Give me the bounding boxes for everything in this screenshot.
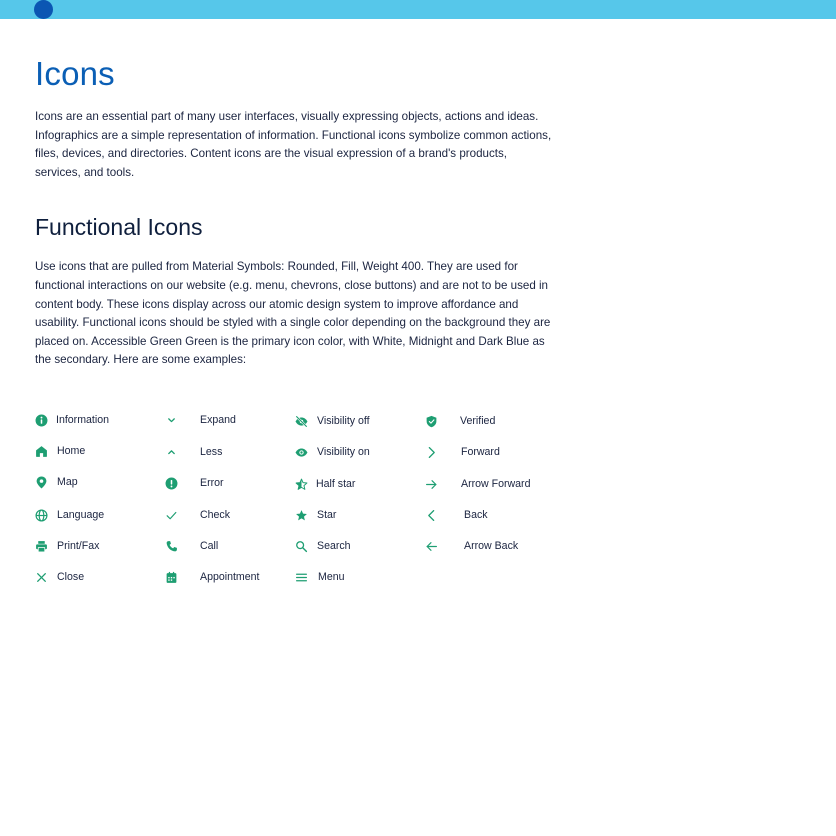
top-accent-dot bbox=[34, 0, 53, 19]
check-icon bbox=[165, 509, 178, 522]
icon-label: Forward bbox=[461, 446, 500, 458]
print-icon bbox=[35, 540, 48, 553]
icon-item-menu bbox=[295, 567, 345, 587]
icon-label: Verified bbox=[460, 415, 496, 427]
globe-icon bbox=[35, 509, 48, 522]
icon-item-arrow-forward bbox=[425, 474, 530, 494]
icon-label: Check bbox=[200, 509, 231, 521]
icon-label: Information bbox=[56, 414, 109, 426]
icon-item-forward bbox=[425, 442, 500, 462]
icon-label: Language bbox=[57, 509, 105, 521]
icon-item-visibility-on bbox=[295, 442, 370, 462]
icon-label: Visibility on bbox=[317, 446, 370, 458]
functional-icon-grid bbox=[35, 410, 555, 590]
icon-label: Appointment bbox=[200, 571, 260, 583]
calendar-icon bbox=[165, 571, 178, 584]
visibility-on-icon bbox=[295, 446, 308, 459]
icon-item-home bbox=[35, 441, 85, 461]
icon-item-back bbox=[425, 505, 488, 525]
icon-label: Close bbox=[57, 571, 85, 583]
icon-item-appointment bbox=[165, 567, 259, 587]
top-accent-bar bbox=[0, 0, 836, 19]
phone-icon bbox=[165, 540, 178, 553]
icon-label: Half star bbox=[316, 478, 356, 490]
icon-item-visibility-off bbox=[295, 411, 370, 431]
icon-label: Expand bbox=[200, 414, 236, 426]
icon-label: Home bbox=[57, 445, 86, 457]
menu-icon bbox=[295, 571, 308, 584]
section-title-functional-icons: Functional Icons bbox=[35, 214, 203, 241]
icon-item-verified bbox=[425, 411, 495, 431]
half-star-icon bbox=[295, 478, 308, 491]
icon-item-language bbox=[35, 505, 104, 525]
icon-item-map bbox=[35, 472, 78, 492]
icon-label: Star bbox=[317, 509, 337, 521]
functional-icons-description: Use icons that are pulled from Material Symbols: Rounded, Fill, Weight 400. They are used for functional interactions on our website (e.g. menu, chevrons, close buttons) and are not to be used in content body. These icons display across our atomic design system to improve affordance and usability. Functional icons should be styled with a single color depending on the background they are placed on. Accessible Green Green is the primary icon color, with White, Midnight and Dark Blue as the secondary. Here are some examples: bbox=[35, 260, 551, 367]
icon-item-star bbox=[295, 505, 336, 525]
icon-label: Error bbox=[200, 477, 224, 489]
home-icon bbox=[35, 445, 48, 458]
icon-item-arrow-back bbox=[425, 536, 518, 556]
icon-item-search bbox=[295, 536, 351, 556]
icon-item-close bbox=[35, 567, 84, 587]
chevron-right-icon bbox=[425, 446, 438, 459]
icon-label: Arrow Back bbox=[464, 540, 519, 552]
icon-label: Back bbox=[464, 509, 488, 521]
icon-label: Search bbox=[317, 540, 351, 552]
icon-label: Less bbox=[200, 446, 223, 458]
map-pin-icon bbox=[35, 476, 48, 489]
verified-shield-icon bbox=[425, 415, 438, 428]
intro-paragraph: Icons are an essential part of many user interfaces, visually expressing objects, actions and ideas. Infographics are a simple representation of information. Functional icons symbolize common actions, files, devices, and directories. Content icons are the visual expression of a brand's products, services, and tools. bbox=[35, 110, 552, 179]
close-icon bbox=[35, 571, 48, 584]
chevron-left-icon bbox=[425, 509, 438, 522]
arrow-back-icon bbox=[425, 540, 438, 553]
search-icon bbox=[295, 540, 308, 553]
chevron-down-icon bbox=[165, 414, 178, 427]
icon-label: Visibility off bbox=[317, 415, 370, 427]
icon-item-check bbox=[165, 505, 230, 525]
icon-label: Map bbox=[57, 476, 78, 488]
icon-label: Print/Fax bbox=[57, 540, 100, 552]
icon-item-less bbox=[165, 442, 222, 462]
page-title: Icons bbox=[35, 55, 115, 92]
icon-item-information bbox=[35, 410, 109, 430]
icon-item-call bbox=[165, 536, 218, 556]
arrow-forward-icon bbox=[425, 478, 438, 491]
main-content bbox=[35, 52, 555, 370]
error-icon bbox=[165, 477, 178, 490]
icon-label: Arrow Forward bbox=[461, 478, 531, 490]
icon-label: Menu bbox=[318, 571, 345, 583]
chevron-up-icon bbox=[165, 446, 178, 459]
icon-item-half-star bbox=[295, 474, 355, 494]
icon-item-expand bbox=[165, 410, 236, 430]
star-icon bbox=[295, 509, 308, 522]
visibility-off-icon bbox=[295, 415, 308, 428]
info-icon bbox=[35, 414, 48, 427]
icon-item-print-fax bbox=[35, 536, 99, 556]
icon-label: Call bbox=[200, 540, 219, 552]
icon-item-error bbox=[165, 473, 224, 493]
